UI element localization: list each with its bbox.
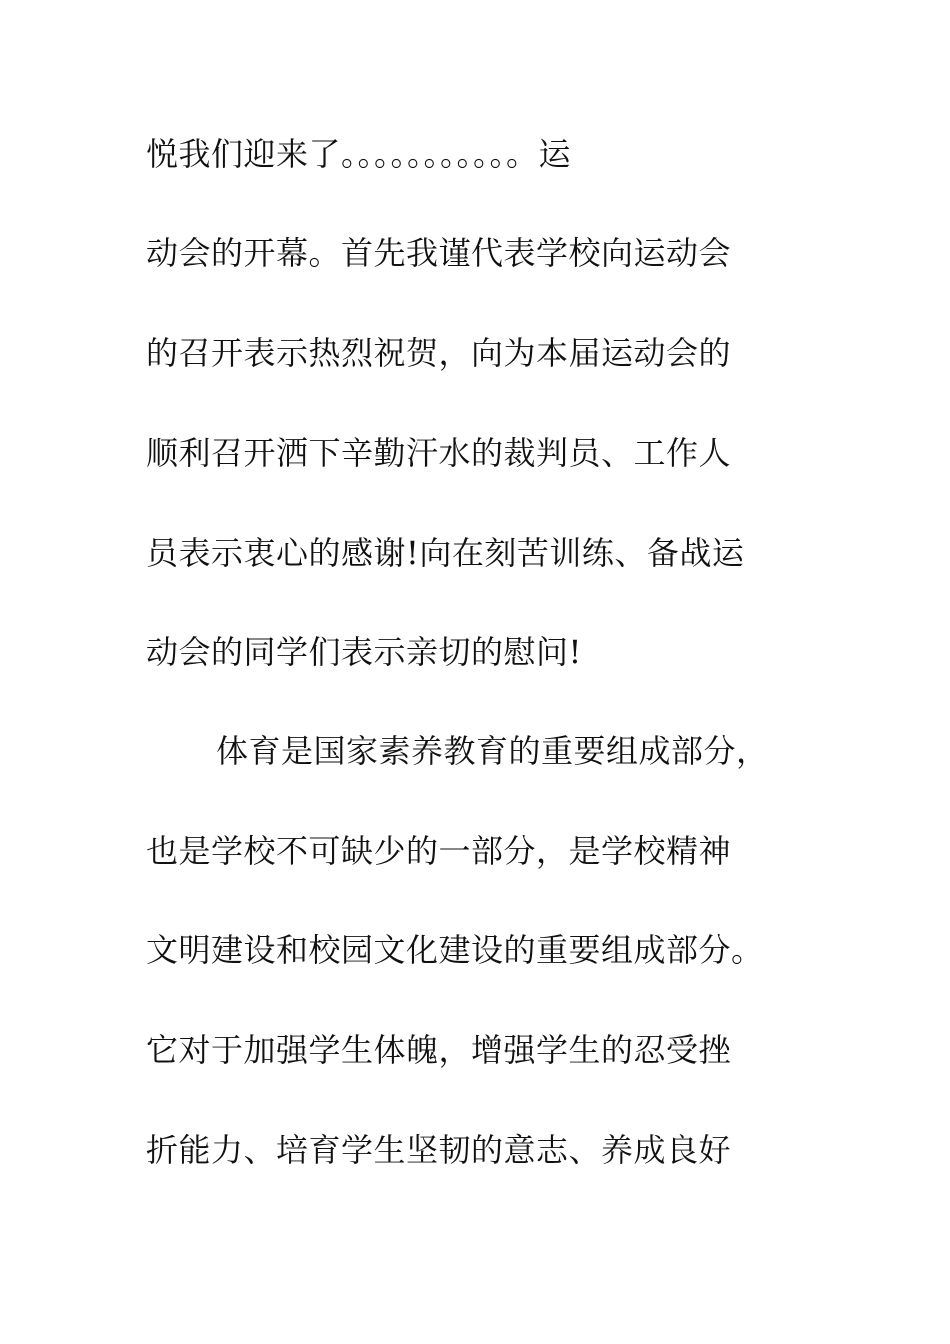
text-line: 员表示衷心的感谢!向在刻苦训练、备战运 — [146, 534, 745, 572]
text-line: 的召开表示热烈祝贺，向为本届运动会的 — [146, 334, 732, 372]
text-line: 顺利召开洒下辛勤汗水的裁判员、工作人 — [146, 434, 732, 472]
text-line: 悦我们迎来了。。。。。。。。。。。运 — [146, 135, 572, 173]
paragraph-first-line: 体育是国家素养教育的重要组成部分， — [216, 732, 769, 770]
text-line: 动会的同学们表示亲切的慰问! — [146, 633, 582, 671]
text-line: 也是学校不可缺少的一部分，是学校精神 — [146, 832, 732, 870]
text-line: 它对于加强学生体魄，增强学生的忍受挫 — [146, 1031, 732, 1069]
text-line: 动会的开幕。首先我谨代表学校向运动会 — [146, 234, 732, 272]
text-line: 文明建设和校园文化建设的重要组成部分。 — [146, 931, 764, 969]
text-line: 折能力、培育学生坚韧的意志、养成良好 — [146, 1131, 732, 1169]
